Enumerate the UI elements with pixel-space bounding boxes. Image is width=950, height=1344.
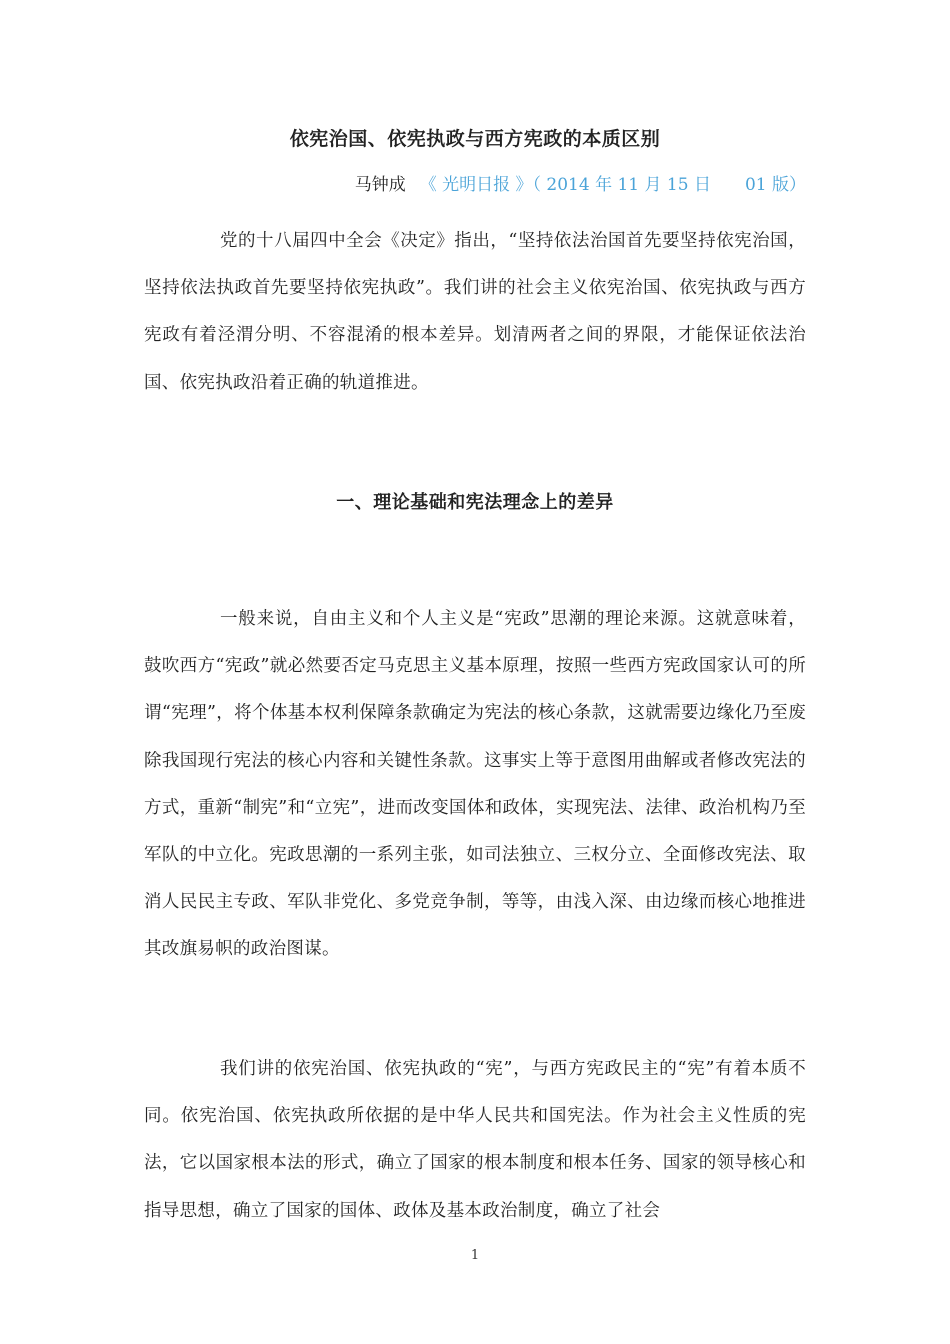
page-number: 1 [470,1248,480,1263]
byline [0,170,950,195]
source-citation: 《 光明日报 》（ 2014 年 11 月 15 日 01 版） [419,175,806,195]
paragraph-theory: 一般来说，自由主义和个人主义是“宪政”思潮的理论来源。这就意味着，鼓吹西方“宪政”就必然要否定马克思主义基本原理，按照一些西方宪政国家认可的所谓“宪理”，将个体基本权利保障条款确定为宪法的核心条款，这就需要边缘化乃至废除我国现行宪法的核心内容和关键性条款。这事实上等于意图用曲解或者修改宪法的方式，重新“制宪”和“立宪”，进而改变国体和政体，实现宪法、法律、政治机构乃至军队的中立化。宪政思潮的一系列主张，如司法独立、三权分立、全面修改宪法、取消人民民主专政、军队非党化、多党竞争制，等等，由浅入深、由边缘而核心地推进其改旗易帜的政治图谋。 [144,609,806,960]
document-title: 依宪治国、依宪执政与西方宪政的本质区别 [289,128,661,150]
paragraph-constitution: 我们讲的依宪治国、依宪执政的“宪”，与西方宪政民主的“宪”有着本质不同。依宪治国、依宪执政所依据的是中华人民共和国宪法。作为社会主义性质的宪法，它以国家根本法的形式，确立了国家的根本制度和根本任务、国家的领导核心和指导思想，确立了国家的国体、政体及基本政治制度，确立了社会 [144,1059,806,1221]
author-name: 马钟成 [354,175,406,195]
paragraph-intro: 党的十八届四中全会《决定》指出，“坚持依法治国首先要坚持依宪治国，坚持依法执政首先要坚持依宪执政”。我们讲的社会主义依宪治国、依宪执政与西方宪政有着泾渭分明、不容混淆的根本差异。划清两者之间的界限，才能保证依法治国、依宪执政沿着正确的轨道推进。 [144,231,806,393]
section-heading: 一、理论基础和宪法理念上的差异 [336,492,614,513]
